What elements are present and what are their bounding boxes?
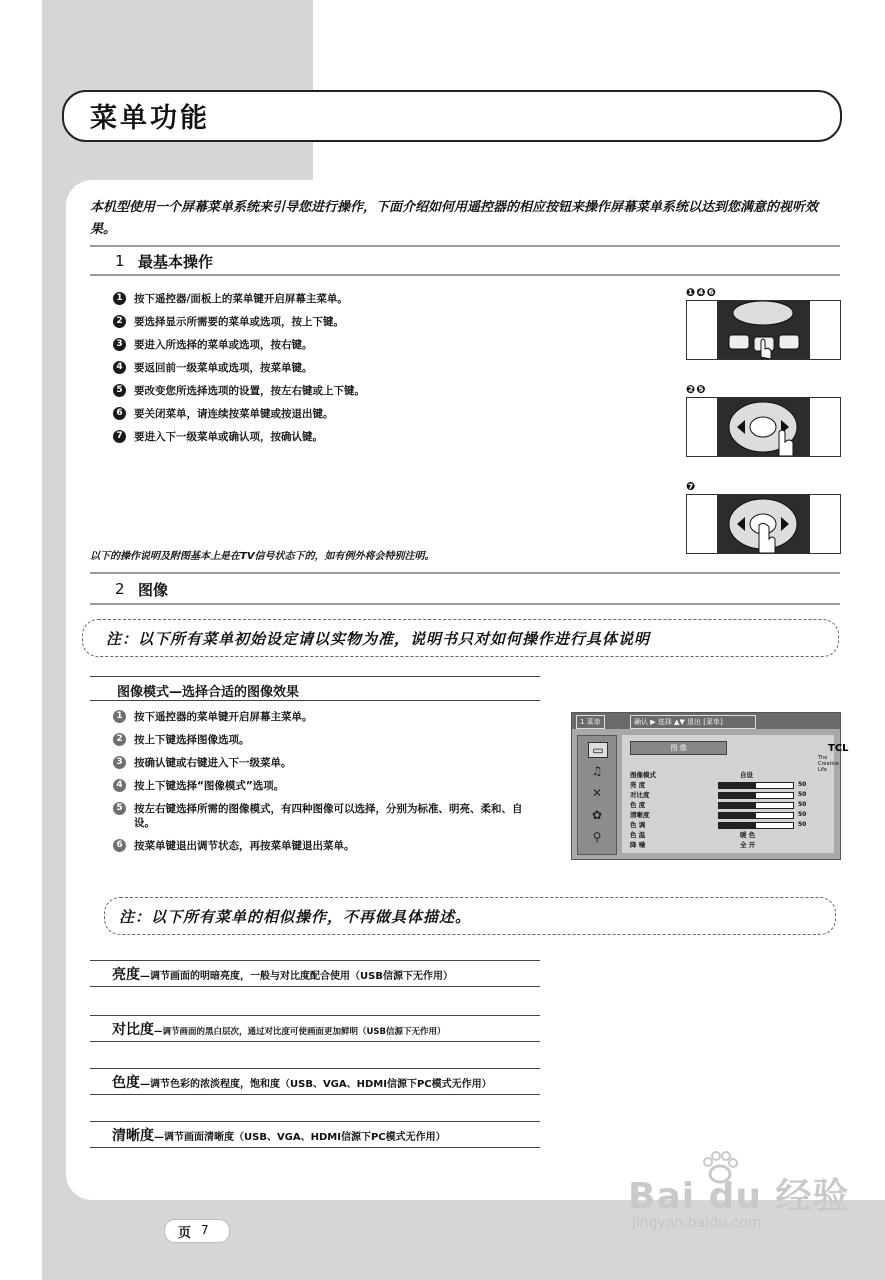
- search-icon: ⚲: [592, 830, 602, 844]
- param-rule: [90, 1068, 540, 1069]
- osd-heading: 图 像: [630, 741, 727, 755]
- step-text: 按确认键或右键进入下一级菜单。: [134, 757, 292, 769]
- osd-row-label: 降 噪: [630, 841, 646, 849]
- step-text: 按上下键选择“图像模式”选项。: [134, 780, 285, 792]
- list-item: [113, 292, 653, 306]
- list-item: [113, 733, 553, 747]
- param-rule: [90, 986, 540, 987]
- osd-slider-fill: [719, 793, 756, 798]
- param-rule: [90, 1094, 540, 1095]
- section2-number: 2: [115, 580, 125, 598]
- remote3-label: ❼: [686, 480, 697, 493]
- osd-tab-hints: 确认 ▶ 选择 ▲▼ 退出 [菜单]: [630, 715, 756, 729]
- osd-row-label: 亮 度: [630, 781, 646, 789]
- section2-title: 图像: [138, 581, 169, 599]
- step-text: 要进入所选择的菜单或选项，按右键。: [134, 339, 313, 351]
- page-title: 菜单功能: [90, 103, 210, 134]
- step-bullet: 4: [113, 779, 126, 792]
- osd-row-value: 50: [798, 781, 807, 788]
- osd-slider-fill: [719, 783, 756, 788]
- list-item: [113, 802, 533, 830]
- subheading-top-rule: [90, 676, 540, 677]
- section1-top-rule: [90, 245, 840, 247]
- osd-row-value: 全 开: [740, 841, 756, 849]
- note2-text: 注：以下所有菜单的相似操作，不再做具体描述。: [119, 908, 472, 926]
- step-bullet: 3: [113, 338, 126, 351]
- note1-text: 注：以下所有菜单初始设定请以实物为准，说明书只对如何操作进行具体说明: [106, 630, 651, 648]
- list-item: [113, 779, 553, 793]
- osd-slider: [718, 792, 794, 799]
- osd-menu-screenshot: [571, 712, 849, 860]
- step-bullet: 1: [113, 292, 126, 305]
- list-item: [113, 430, 653, 444]
- step-text: 要改变您所选择选项的设置，按左右键或上下键。: [134, 385, 365, 397]
- section1-footnote: 以下的操作说明及附图基本上是在TV信号状态下的，如有例外将会特别注明。: [90, 551, 435, 562]
- list-item: [113, 839, 553, 853]
- step-bullet: 5: [113, 802, 126, 815]
- osd-row-label: 对比度: [630, 791, 650, 799]
- step-text: 要选择显示所需要的菜单或选项，按上下键。: [134, 316, 344, 328]
- osd-row-label: 色 度: [630, 801, 646, 809]
- param-brightness: 亮度—调节画面的明暗亮度，一般与对比度配合使用（USB信源下无作用）: [112, 967, 453, 983]
- list-item: [113, 315, 653, 329]
- step-bullet: 6: [113, 407, 126, 420]
- step-text: 要关闭菜单，请连续按菜单键或按退出键。: [134, 408, 334, 420]
- osd-row-value: 50: [798, 801, 807, 808]
- step-text: 按菜单键退出调节状态，再按菜单键退出菜单。: [134, 840, 355, 852]
- osd-row-label: 图像模式: [630, 771, 656, 779]
- section2-step-list: [113, 710, 553, 862]
- watermark-url: jingyan.baidu.com: [632, 1215, 762, 1231]
- param-rule: [90, 1121, 540, 1122]
- remote1-label: ❶❹❻: [686, 286, 717, 299]
- subheading-bottom-rule: [90, 700, 540, 701]
- osd-row-value: 50: [798, 821, 807, 828]
- list-item: [113, 407, 653, 421]
- step-text: 按左右键选择所需的图像模式，有四种图像可以选择，分别为标准、明亮、柔和、自设。: [134, 803, 523, 829]
- osd-row-value: 50: [798, 811, 807, 818]
- step-text: 按上下键选择图像选项。: [134, 734, 250, 746]
- param-rule: [90, 1015, 540, 1016]
- osd-row-label: 色 温: [630, 831, 646, 839]
- osd-slider-fill: [719, 803, 756, 808]
- osd-row-value: 自设: [740, 771, 753, 779]
- osd-sidebar: [577, 735, 617, 855]
- param-rule: [90, 1147, 540, 1148]
- page-number: 7: [201, 1223, 209, 1237]
- intro-paragraph: 本机型使用一个屏幕菜单系统来引导您进行操作，下面介绍如何用遥控器的相应按钮来操作屏幕菜单系统以达到您满意的视听效果。: [90, 200, 819, 237]
- osd-slider: [718, 822, 794, 829]
- step-bullet: 6: [113, 839, 126, 852]
- osd-slider-fill: [719, 813, 756, 818]
- section1-step-list: [113, 292, 653, 453]
- section1-title: 最基本操作: [138, 253, 214, 271]
- list-item: [113, 756, 553, 770]
- tools-icon: ✕: [591, 786, 603, 800]
- param-saturation: 色度—调节色彩的浓淡程度，饱和度（USB、VGA、HDMI信源下PC模式无作用）: [112, 1075, 492, 1091]
- osd-slider: [718, 812, 794, 819]
- remote2-illustration: [686, 397, 841, 457]
- section2-bottom-rule: [90, 603, 840, 605]
- param-sharpness: 清晰度—调节画面清晰度（USB、VGA、HDMI信源下PC模式无作用）: [112, 1128, 446, 1144]
- osd-row-label: 清晰度: [630, 811, 650, 819]
- gear-icon: ✿: [591, 808, 603, 822]
- music-icon: ♫: [591, 764, 603, 778]
- osd-main-panel: [622, 735, 849, 853]
- list-item: [113, 384, 653, 398]
- list-item: [113, 338, 653, 352]
- param-rule: [90, 960, 540, 961]
- osd-row-value: 暖 色: [740, 831, 756, 839]
- step-bullet: 3: [113, 756, 126, 769]
- step-text: 按下遥控器的菜单键开启屏幕主菜单。: [134, 711, 313, 723]
- osd-slider-fill: [719, 823, 756, 828]
- step-text: 要返回前一级菜单或选项，按菜单键。: [134, 362, 313, 374]
- step-text: 按下遥控器/面板上的菜单键开启屏幕主菜单。: [134, 293, 348, 305]
- section2-top-rule: [90, 572, 840, 574]
- section1-number: 1: [115, 252, 125, 270]
- page-number-pill: [164, 1219, 230, 1243]
- step-bullet: 1: [113, 710, 126, 723]
- param-contrast: 对比度—调节画面的黑白层次，通过对比度可使画面更加鲜明（USB信源下无作用）: [112, 1022, 446, 1038]
- osd-slider: [718, 782, 794, 789]
- step-bullet: 2: [113, 733, 126, 746]
- step-text: 要进入下一级菜单或确认项，按确认键。: [134, 431, 323, 443]
- remote1-illustration: [686, 300, 841, 360]
- osd-row-label: 色 调: [630, 821, 646, 829]
- tcl-tagline: The Creative Life: [818, 755, 839, 773]
- step-bullet: 7: [113, 430, 126, 443]
- remote3-illustration: [686, 494, 841, 554]
- section1-bottom-rule: [90, 274, 840, 276]
- subheading: 图像模式—选择合适的图像效果: [117, 685, 300, 700]
- ok-button-icon: [717, 495, 810, 553]
- param-rule: [90, 1041, 540, 1042]
- osd-slider: [718, 802, 794, 809]
- step-bullet: 5: [113, 384, 126, 397]
- step-bullet: 2: [113, 315, 126, 328]
- watermark-brand: Bai du 经验: [628, 1176, 850, 1217]
- step-bullet: 4: [113, 361, 126, 374]
- screen-icon: ▭: [588, 742, 608, 758]
- list-item: [113, 710, 553, 724]
- page-label: 页: [178, 1226, 192, 1241]
- osd-tab-menu: 1 菜单: [576, 715, 605, 729]
- osd-row-value: 50: [798, 791, 807, 798]
- dpad-icon: [717, 398, 810, 456]
- remote-keypad-icon: [717, 301, 810, 359]
- tcl-logo: TCL: [828, 743, 849, 754]
- remote2-label: ❷❺: [686, 383, 707, 396]
- list-item: [113, 361, 653, 375]
